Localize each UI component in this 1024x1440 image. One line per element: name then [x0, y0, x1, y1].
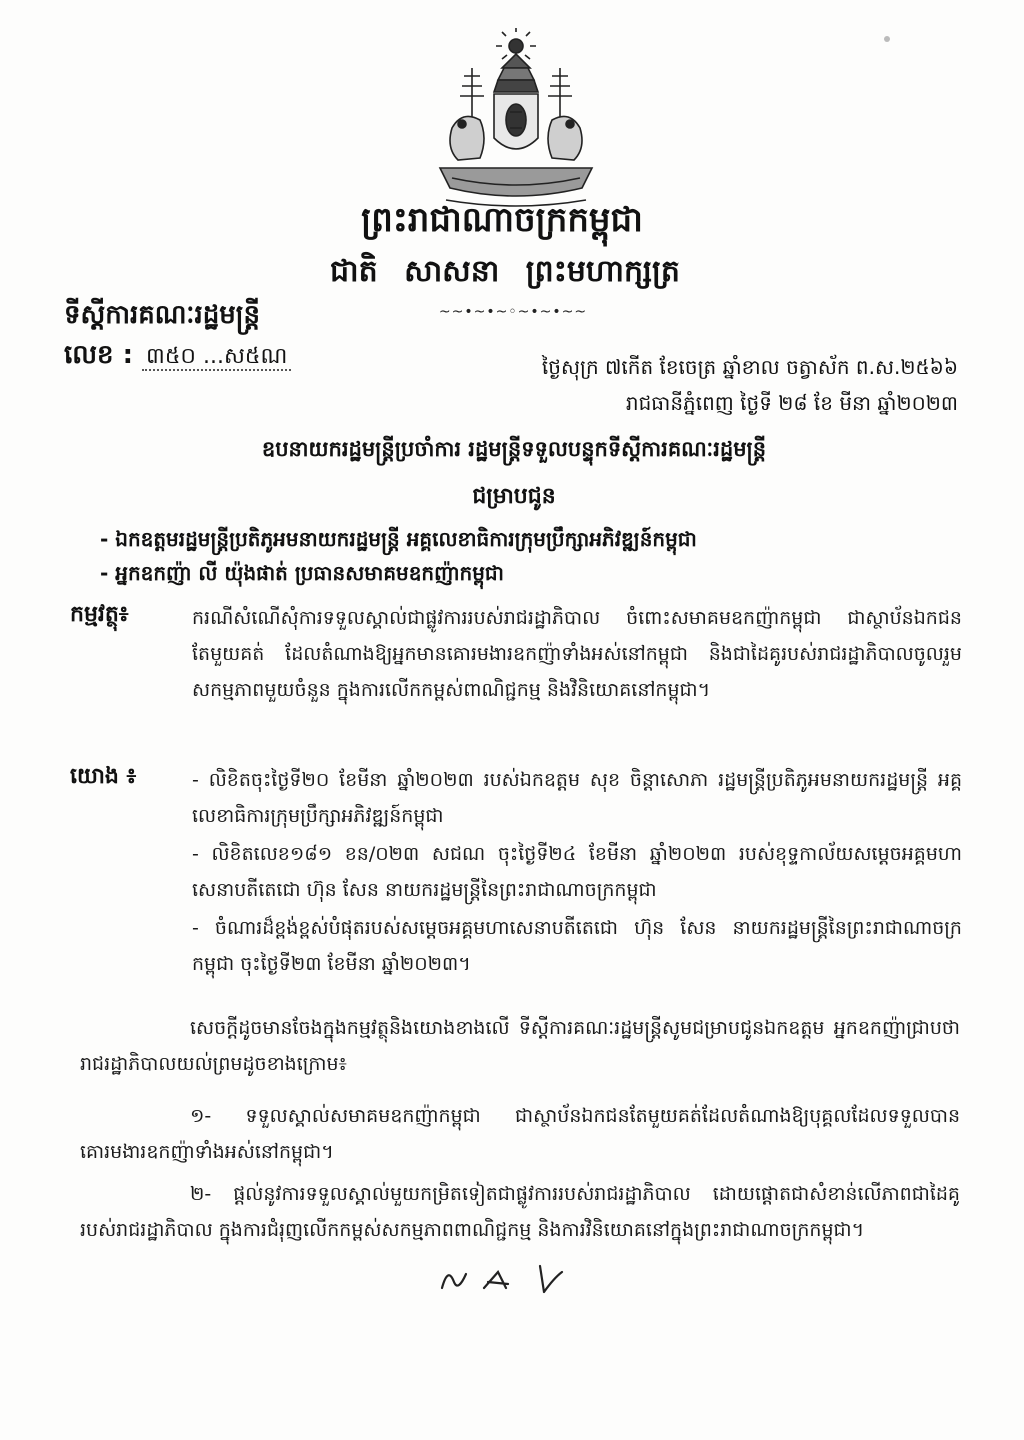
- document-number-label: លេខ :: [64, 340, 133, 370]
- kingdom-title: ព្រះរាជាណាចក្រកម្ពុជា: [361, 200, 643, 240]
- body-paragraph: សេចក្តីដូចមានចែងក្នុងកម្មវត្ថុនិងយោងខាងលើ ទីស្តីការគណៈរដ្ឋមន្ត្រីសូមជម្រាបជូនឯកឧត្តម អ្នកឧកញ៉ាជ្រាបថា រាជរដ្ឋាភិបាលយល់ព្រមដូចខាងក្រោម៖: [80, 1017, 960, 1075]
- reference-item: - លិខិតលេខ១៨១ ខន/០២៣ សជណ ចុះថ្ងៃទី២៤ ខែមីនា ឆ្នាំ២០២៣ របស់ខុទ្ទកាល័យសម្តេចអគ្គមហាសេនាបតីតេជោ ហ៊ុន សែន នាយករដ្ឋមន្ត្រីនៃព្រះរាជាណាចក្រកម្ពុជា: [192, 843, 962, 901]
- body-paragraph: ១- ទទួលស្គាល់សមាគមឧកញ៉ាកម្ពុជា ជាស្ថាប័នឯកជនតែមួយគត់ដែលតំណាងឱ្យបុគ្គលដែលទទួលបានគោរមងារឧកញ៉ាទាំងអស់នៅកម្ពុជា។: [80, 1105, 960, 1163]
- document-number: [64, 338, 291, 376]
- reference-item: - ចំណារដ៏ខ្ពង់ខ្ពស់បំផុតរបស់សម្តេចអគ្គមហាសេនាបតីតេជោ ហ៊ុន សែន នាយករដ្ឋមន្ត្រីនៃព្រះរាជាណាចក្រកម្ពុជា ចុះថ្ងៃទី២៣ ខែមីនា ឆ្នាំ២០២៣។: [192, 917, 962, 975]
- national-motto: ជាតិ សាសនា ព្រះមហាក្សត្រ: [330, 254, 680, 289]
- body-paragraph: ២- ផ្តល់នូវការទទួលស្គាល់មួយកម្រិតទៀតជាផ្លូវការរបស់រាជរដ្ឋាភិបាល ដោយផ្តោតជាសំខាន់លើភាពជាដៃគូរបស់រាជរដ្ឋាភិបាល ក្នុងការជំរុញលើកកម្ពស់សកម្មភាពពាណិជ្ជកម្ម និងការវិនិយោគនៅក្នុងព្រះរាជាណាចក្រកម្ពុជា។: [80, 1183, 960, 1241]
- divider-ornament: ~~•~•~◦~•~•~~: [438, 304, 588, 320]
- reference-label: យោង ៖: [70, 764, 137, 789]
- lunar-date: ថ្ងៃសុក្រ ៧កើត ខែចេត្រ ឆ្នាំខាល ចត្វាស័ក ព.ស.២៥៦៦: [541, 355, 958, 379]
- scan-speck: [884, 36, 890, 42]
- subject-text: ករណីសំណើសុំការទទួលស្គាល់ជាផ្លូវការរបស់រាជរដ្ឋាភិបាល ចំពោះសមាគមឧកញ៉ាកម្ពុជា ជាស្ថាប័នឯកជនតែមួយគត់ ដែលតំណាងឱ្យអ្នកមានគោរមងារឧកញ៉ាទាំងអស់នៅកម្ពុជា និងជាដៃគូរបស់រាជរដ្ឋាភិបាលចូលរួមសកម្មភាពមួយចំនួន ក្នុងការលើកកម្ពស់ពាណិជ្ជកម្ម និងវិនិយោគនៅកម្ពុជា។: [192, 607, 962, 701]
- royal-coat-of-arms-icon: [432, 28, 600, 210]
- subject-label: កម្មវត្ថុ៖: [70, 602, 129, 627]
- recipient-item: - ឯកឧត្តមរដ្ឋមន្ត្រីប្រតិភូអមនាយករដ្ឋមន្ត្រី អគ្គលេខាធិការក្រុមប្រឹក្សាអភិវឌ្ឍន៍កម្ពុជា: [100, 527, 697, 551]
- office-name: ទីស្តីការគណៈរដ្ឋមន្ត្រី: [64, 300, 260, 330]
- recipient-item: - អ្នកឧកញ៉ា លី យ៉ុងផាត់ ប្រធានសមាគមឧកញ៉ាកម្ពុជា: [100, 561, 504, 585]
- handwritten-initials-icon: [436, 1258, 586, 1298]
- sender-title: ឧបនាយករដ្ឋមន្ត្រីប្រចាំការ រដ្ឋមន្ត្រីទទួលបន្ទុកទីស្តីការគណៈរដ្ឋមន្ត្រី: [261, 437, 767, 461]
- document-number-value: ៣៥០ ...ស៥ណ: [142, 344, 291, 371]
- reference-item: - លិខិតចុះថ្ងៃទី២០ ខែមីនា ឆ្នាំ២០២៣ របស់ឯកឧត្តម សុខ ចិន្តាសោភា រដ្ឋមន្ត្រីប្រតិភូអមនាយករដ្ឋមន្ត្រី អគ្គលេខាធិការក្រុមប្រឹក្សាអភិវឌ្ឍន៍កម្ពុជា: [192, 769, 962, 827]
- solar-date: រាជធានីភ្នំពេញ ថ្ងៃទី ២៨ ខែ មីនា ឆ្នាំ២០២៣: [625, 391, 958, 415]
- to-heading: ជម្រាបជូន: [472, 484, 556, 509]
